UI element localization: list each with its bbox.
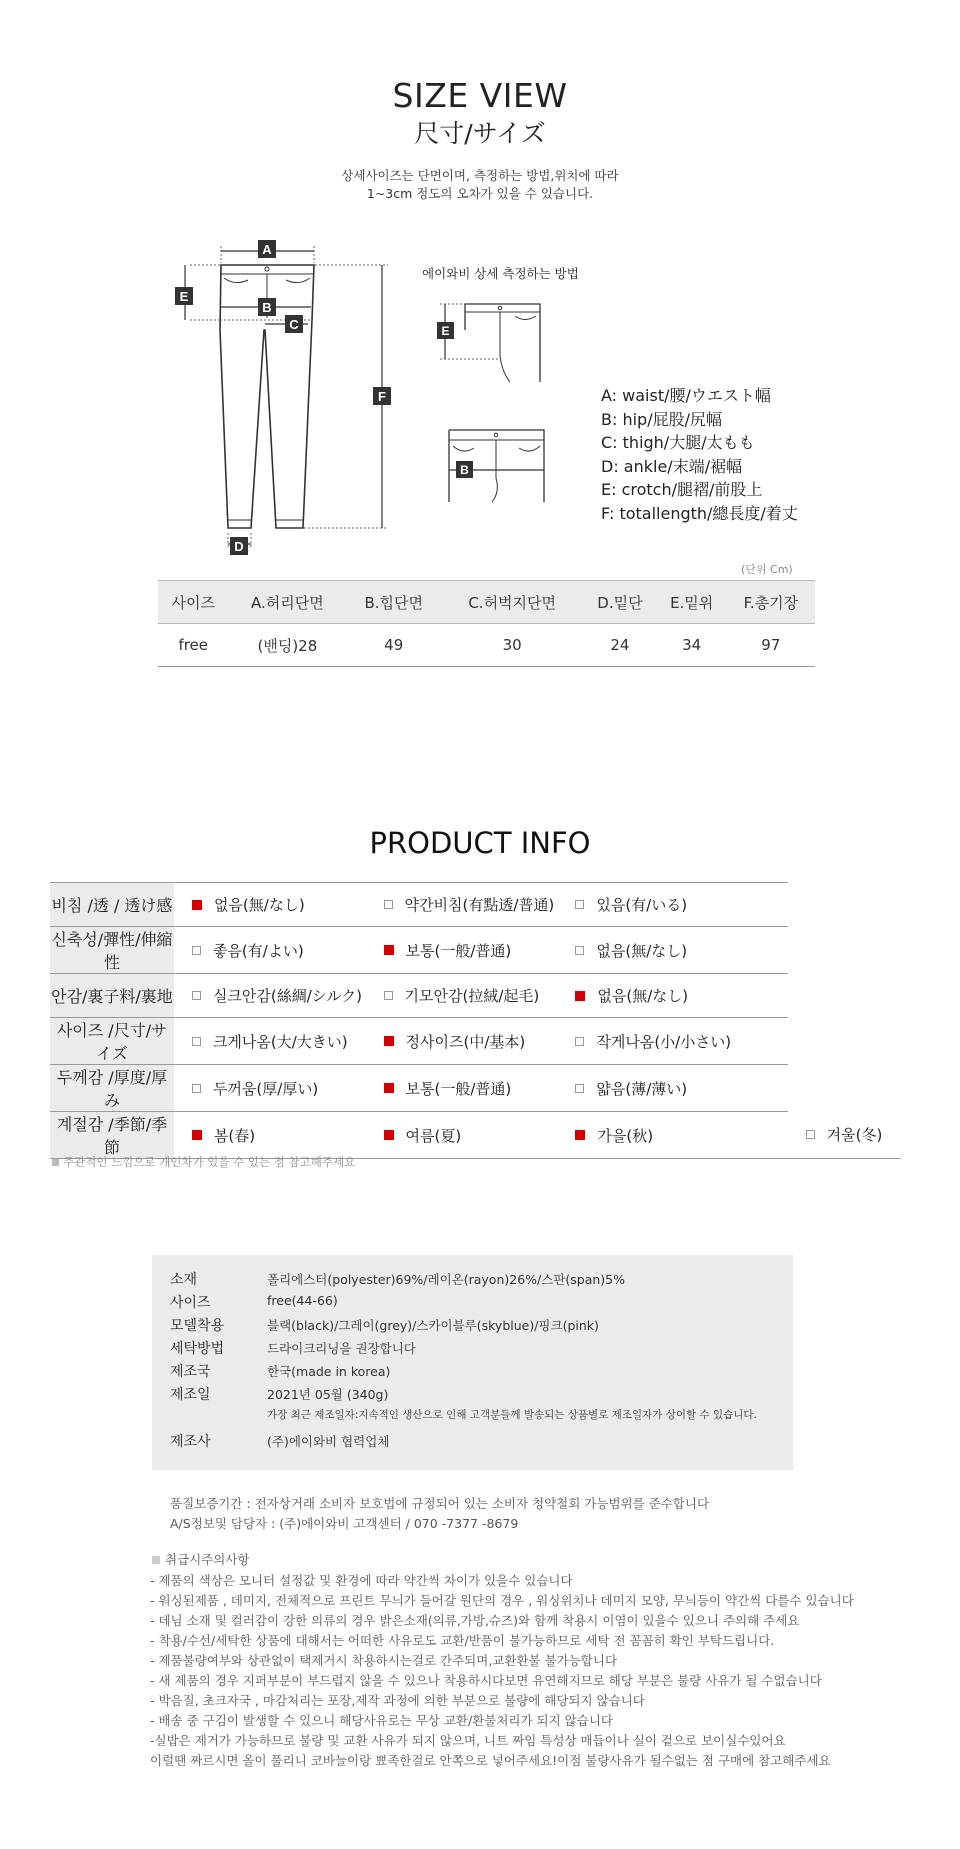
cell-thigh: 30 xyxy=(441,624,583,667)
unchecked-box-icon xyxy=(192,1037,201,1046)
unchecked-box-icon xyxy=(384,991,393,1000)
caution-line: - 배송 중 구김이 발생할 수 있으니 해당사유로는 무상 교환/환불처리가 되지 않습니다 xyxy=(150,1713,613,1728)
caution-list xyxy=(150,1571,854,1771)
product-info-option xyxy=(366,927,558,974)
legend-item: E: crotch/腿褶/前股上 xyxy=(601,480,763,499)
checked-box-icon xyxy=(384,1130,394,1140)
spec-key: 제조사 xyxy=(170,1434,211,1450)
marker-c xyxy=(285,315,303,333)
option-text: 없음(無/なし) xyxy=(596,941,688,960)
option-text: 정사이즈(中/基本) xyxy=(405,1032,526,1051)
spec-value: (주)에이와비 협력업체 xyxy=(267,1434,390,1449)
marker-b-howto xyxy=(456,461,473,478)
marker-e xyxy=(175,287,193,305)
checked-box-icon xyxy=(384,1036,394,1046)
option-text: 얇음(薄/薄い) xyxy=(596,1079,688,1098)
option-text: 없음(無/なし) xyxy=(213,896,305,914)
product-info-option xyxy=(366,1112,558,1159)
caution-line: - 제품불량여부와 상관없이 택제거시 착용하시는걸로 간주되며,교환환불 불가능합니다 xyxy=(150,1653,618,1668)
description-line: 1~3cm 정도의 오차가 있을 수 있습니다. xyxy=(366,186,594,201)
product-info-option xyxy=(557,974,787,1018)
cell-hip: 49 xyxy=(346,624,441,667)
option-text: 봄(春) xyxy=(213,1126,256,1145)
bullet-square-icon xyxy=(152,1556,160,1564)
cell-hem: 24 xyxy=(583,624,656,667)
product-info-row xyxy=(50,883,901,927)
product-info-row xyxy=(50,927,901,974)
marker-f xyxy=(373,387,391,405)
header-waist: A.허리단면 xyxy=(228,581,346,624)
spec-value: 한국(made in korea) xyxy=(267,1364,391,1379)
caution-line: - 데님 소재 및 컬러감이 강한 의류의 경우 밝은소재(의류,가방,슈즈)와 함께 착용시 이염이 있을수 있으니 주의해 주세요 xyxy=(150,1613,800,1628)
spec-value: free(44-66) xyxy=(267,1293,338,1308)
caution-title: 취급시주의사항 xyxy=(152,1550,250,1568)
product-info-option xyxy=(174,883,366,927)
spec-key: 제조국 xyxy=(170,1364,211,1380)
cell-length: 97 xyxy=(727,624,815,667)
description-line: 상세사이즈는 단면이며, 측정하는 방법,위치에 따라 xyxy=(341,168,619,183)
svg-text:B: B xyxy=(262,300,272,315)
option-text: 보통(一般/普通) xyxy=(405,1079,512,1098)
legend-item: F: totallength/總長度/着丈 xyxy=(601,503,798,523)
unchecked-box-icon xyxy=(192,946,201,955)
product-info-label: 두께감 /厚度/厚み xyxy=(50,1065,174,1112)
svg-text:E: E xyxy=(441,324,450,338)
caution-line: - 제품의 색상은 모니터 설정값 및 환경에 따라 약간씩 차이가 있을수 있습니다 xyxy=(150,1573,573,1588)
product-info-title: PRODUCT INFO xyxy=(369,826,591,860)
option-text: 약간비침(有點透/普通) xyxy=(404,896,555,914)
product-info-option xyxy=(366,974,558,1018)
bullet-square-icon xyxy=(52,1159,59,1166)
as-contact-line: A/S정보및 담당자 : (주)에이와비 고객센터 / 070 -7377 -8679 xyxy=(170,1516,519,1531)
option-text: 가을(秋) xyxy=(597,1126,654,1145)
option-text: 여름(夏) xyxy=(405,1126,462,1145)
product-info-row xyxy=(50,1112,901,1159)
legend-item: C: thigh/大腿/太もも xyxy=(601,433,755,452)
warranty-line: 품질보증기간 : 전자상거래 소비자 보호법에 규정되어 있는 소비자 청약철회 가능범위를 준수합니다 xyxy=(170,1496,710,1511)
legend-item: B: hip/屁股/尻幅 xyxy=(601,409,722,429)
checked-box-icon xyxy=(192,1130,202,1140)
svg-text:A: A xyxy=(262,242,272,257)
unchecked-box-icon xyxy=(806,1130,815,1139)
unchecked-box-icon xyxy=(384,900,393,909)
product-info-option xyxy=(174,1018,366,1065)
option-text: 실크안감(絲綢/シルク) xyxy=(212,987,362,1005)
option-text: 좋음(有/よい) xyxy=(212,941,304,960)
crotch-measure-illustration xyxy=(465,304,540,382)
product-info-label: 신축성/彈性/伸縮性 xyxy=(50,927,174,974)
spec-key: 사이즈 xyxy=(170,1295,211,1311)
checked-box-icon xyxy=(575,1130,585,1140)
warranty-info xyxy=(170,1494,709,1534)
product-info-option xyxy=(557,927,787,974)
header-hem: D.밑단 xyxy=(583,581,656,624)
size-view-subtitle: 尺寸/サイズ xyxy=(414,119,546,148)
unchecked-box-icon xyxy=(192,1084,201,1093)
spec-key: 소재 xyxy=(170,1272,198,1288)
marker-a xyxy=(258,240,276,258)
svg-text:D: D xyxy=(234,539,244,554)
spec-value: 드라이크리닝을 권장합니다 xyxy=(267,1341,416,1356)
header-hip: B.힙단면 xyxy=(346,581,441,624)
unit-label: (단위 Cm) xyxy=(741,563,793,576)
product-info-note: 주관적인 느낌으로 개인차가 있을 수 있는 점 참고해주세요 xyxy=(52,1154,355,1170)
unchecked-box-icon xyxy=(575,1037,584,1046)
unchecked-box-icon xyxy=(192,991,201,1000)
svg-text:F: F xyxy=(378,389,386,404)
header-rise: E.밑위 xyxy=(657,581,727,624)
product-info-option xyxy=(557,1018,787,1065)
product-info-row xyxy=(50,974,901,1018)
product-info-option xyxy=(557,1065,787,1112)
option-text: 보통(一般/普通) xyxy=(405,941,512,960)
option-text: 없음(無/なし) xyxy=(597,987,689,1005)
marker-b xyxy=(258,298,276,316)
svg-text:B: B xyxy=(460,463,469,477)
measurement-legend xyxy=(601,384,798,525)
product-info-option xyxy=(174,974,366,1018)
option-text: 있음(有/いる) xyxy=(596,896,688,914)
option-text: 작게나옴(小/小さい) xyxy=(596,1032,732,1051)
unchecked-box-icon xyxy=(575,1084,584,1093)
unchecked-box-icon xyxy=(575,900,584,909)
howto-title: 에이와비 상세 측정하는 방법 xyxy=(422,266,579,281)
unchecked-box-icon xyxy=(575,946,584,955)
caution-line: - 박음질, 초크자국 , 마감처리는 포장,제작 과정에 의한 부분으로 불량에 해당되지 않습니다 xyxy=(150,1693,645,1708)
spec-key: 제조일 xyxy=(170,1387,211,1403)
caution-line: 이럴땐 짜르시면 올이 풀리니 코바늘이랑 뾰족한걸로 안쪽으로 넣어주세요!이점 불량사유가 될수없는 점 구매에 참고해주세요 xyxy=(150,1753,831,1768)
product-info-label: 계절감 /季節/季節 xyxy=(50,1112,174,1159)
svg-text:C: C xyxy=(289,317,299,332)
product-info-option xyxy=(174,1065,366,1112)
cell-size: free xyxy=(158,624,228,667)
cell-waist: (밴딩)28 xyxy=(228,624,346,667)
product-info-option xyxy=(366,1018,558,1065)
header-size: 사이즈 xyxy=(158,581,228,624)
size-view-title: SIZE VIEW xyxy=(392,76,568,115)
caution-line: - 워싱된제품 , 데미지, 전체적으로 프린트 무늬가 들어갈 원단의 경우 , 워싱위치나 데미지 모양, 무늬등이 약간씩 다를수 있습니다 xyxy=(150,1593,854,1608)
product-info-label: 비침 /透 / 透け感 xyxy=(50,883,174,927)
spec-value: 블랙(black)/그레이(grey)/스카이블루(skyblue)/핑크(pink) xyxy=(267,1318,599,1333)
checked-box-icon xyxy=(384,1083,394,1093)
size-view-description xyxy=(0,167,960,203)
product-info-option xyxy=(174,927,366,974)
size-table-header xyxy=(158,581,815,624)
checked-box-icon xyxy=(384,945,394,955)
header-length: F.총기장 xyxy=(727,581,815,624)
header-thigh: C.허벅지단면 xyxy=(441,581,583,624)
product-info-row xyxy=(50,1065,901,1112)
checked-box-icon xyxy=(192,900,202,910)
product-info-table xyxy=(50,882,901,1159)
spec-value: 2021년 05월 (340g) xyxy=(267,1387,389,1402)
option-text: 기모안감(拉絨/起毛) xyxy=(404,987,540,1005)
legend-item: D: ankle/末端/裾幅 xyxy=(601,456,743,476)
product-info-option xyxy=(366,1065,558,1112)
caution-line: - 새 제품의 경우 지퍼부분이 부드럽지 않을 수 있으나 착용하시다보면 유연해지므로 해당 부분은 불량 사유가 될 수없습니다 xyxy=(150,1673,822,1688)
cell-rise: 34 xyxy=(657,624,727,667)
product-info-label: 사이즈 /尺寸/サイズ xyxy=(50,1018,174,1065)
size-table-row xyxy=(158,624,815,667)
option-text: 크게나옴(大/大きい) xyxy=(212,1032,348,1051)
product-info-option xyxy=(174,1112,366,1159)
legend-item: A: waist/腰/ウエスト幅 xyxy=(601,386,771,405)
marker-d xyxy=(230,537,248,555)
product-info-label: 안감/裏子料/裏地 xyxy=(50,974,174,1018)
caution-line: - 착용/수선/세탁한 상품에 대해서는 어떠한 사유로도 교환/반품이 불가능하므로 세탁 전 꼼꼼히 확인 부탁드립니다. xyxy=(150,1633,775,1648)
option-text: 겨울(冬) xyxy=(826,1126,883,1145)
product-info-option xyxy=(788,1112,901,1159)
product-info-row xyxy=(50,1018,901,1065)
spec-key: 세탁방법 xyxy=(170,1341,225,1357)
caution-line: -실밥은 제거가 가능하므로 불량 및 교환 사유가 되지 않으며, 니트 짜임 특성상 매듭이나 실이 겉으로 보이실수있어요 xyxy=(150,1733,786,1748)
option-text: 두꺼움(厚/厚い) xyxy=(212,1079,319,1098)
product-info-option xyxy=(557,1112,787,1159)
marker-e-howto xyxy=(437,322,454,339)
spec-key: 모델착용 xyxy=(170,1318,225,1334)
product-info-option xyxy=(366,883,558,927)
manufacture-date-note: 가장 최근 제조일자:지속적인 생산으로 인해 고객분들께 발송되는 상품별로 제조일자가 상이할 수 있습니다. xyxy=(267,1409,757,1421)
checked-box-icon xyxy=(575,991,585,1001)
spec-value: 폴리에스터(polyester)69%/레이온(rayon)26%/스판(span)5% xyxy=(267,1272,626,1287)
svg-text:E: E xyxy=(179,289,189,304)
product-info-option xyxy=(557,883,787,927)
size-table xyxy=(158,580,815,667)
